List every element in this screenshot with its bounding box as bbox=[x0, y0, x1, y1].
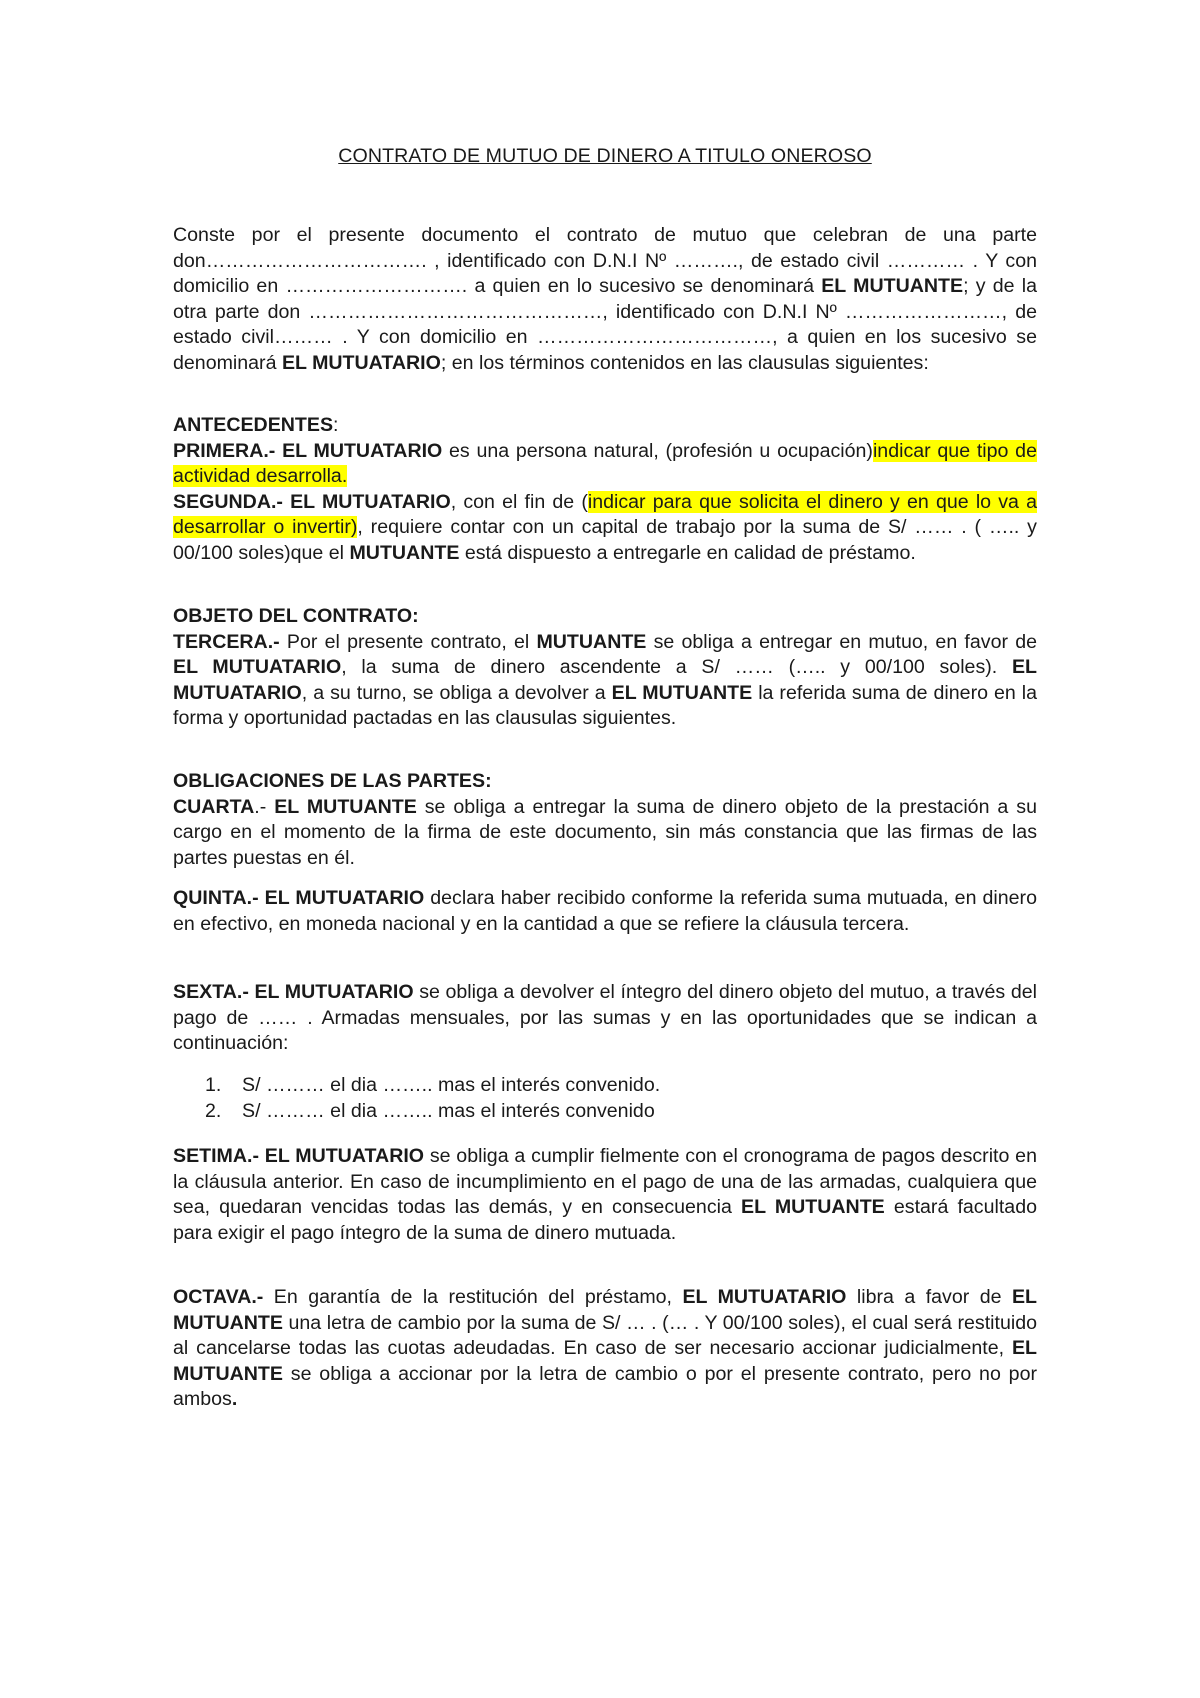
section-objeto bbox=[173, 604, 1037, 732]
payment-list bbox=[205, 1073, 1025, 1124]
clause-primera: PRIMERA.- EL MUTUATARIO es una persona natural, (profesión u ocupación)indicar que tipo de actividad desarrolla. bbox=[173, 439, 1037, 488]
section-heading: ANTECEDENTES bbox=[173, 414, 334, 436]
section-heading: OBLIGACIONES DE LAS PARTES: bbox=[173, 770, 492, 792]
clause-tercera: TERCERA.- Por el presente contrato, el MUTUANTE se obliga a entregar en mutuo, en favor de EL MUTUATARIO, la suma de dinero ascendente a S/ …… (….. y 00/100 soles). EL MUTUATARIO, a su turno, se obliga a devolver a EL MUTUANTE la referida suma de dinero en la forma y oportunidad pactadas en las clausulas siguientes. bbox=[173, 630, 1038, 730]
clause-sexta: SEXTA.- EL MUTUATARIO se obliga a devolver el íntegro del dinero objeto del mutuo, a través del pago de …… . Armadas mensuales, por las sumas y en las oportunidades que se indican a continuación: bbox=[173, 981, 1037, 1055]
list-item: 2. S/ ……… el dia …….. mas el interés convenido bbox=[205, 1099, 655, 1122]
section-obligaciones bbox=[173, 769, 1037, 871]
clause-octava: OCTAVA.- En garantía de la restitución del préstamo, EL MUTUATARIO libra a favor de EL MUTUANTE una letra de cambio por la suma de S/ … . (… . Y 00/100 soles), el cual será restituido al cancelarse todas las cuotas adeudadas. En caso de ser necesario accionar judicialmente, EL MUTUANTE se obliga a accionar por la letra de cambio o por el presente contrato, pero no por ambos. bbox=[173, 1286, 1038, 1411]
intro-paragraph: Conste por el presente documento el contrato de mutuo que celebran de una parte don……………………………. , identificado con D.N.I Nº ………., de estado civil ………… . Y con domicilio en ………………………. a quien en lo sucesivo se denominará EL MUTUANTE; y de la otra parte don ………………………………………, identificado con D.N.I Nº ……………………, de estado civil……… . Y con domicilio en ………………………………, a quien en los sucesivo se denominará EL MUTUATARIO; en los términos contenidos en las clausulas siguientes: bbox=[173, 224, 1037, 374]
highlighted-note: indicar que tipo de actividad desarrolla. bbox=[173, 439, 1037, 488]
clause-setima: SETIMA.- EL MUTUATARIO se obliga a cumplir fielmente con el cronograma de pagos descrito en la cláusula anterior. En caso de incumplimiento en el pago de una de las armadas, cualquiera que sea, quedaran vencidas todas las demás, y en consecuencia EL MUTUANTE estará facultado para exigir el pago íntegro de la suma de dinero mutuada. bbox=[173, 1145, 1037, 1244]
clause-quinta: QUINTA.- EL MUTUATARIO declara haber recibido conforme la referida suma mutuada, en dinero en efectivo, en moneda nacional y en la cantidad a que se refiere la cláusula tercera. bbox=[173, 887, 1037, 935]
list-item: 1. S/ ……… el dia …….. mas el interés convenido. bbox=[205, 1074, 661, 1096]
clause-cuarta: CUARTA.- EL MUTUANTE se obliga a entregar la suma de dinero objeto de la prestación a su cargo en el momento de la firma de este documento, sin más constancia que las firmas de las partes puestas en él. bbox=[173, 795, 1037, 869]
document-title: CONTRATO DE MUTUO DE DINERO A TITULO ONEROSO bbox=[338, 145, 872, 167]
section-antecedentes: ANTECEDENTES: PRIMERA.- EL MUTUATARIO es una persona natural, (profesión u ocupación)indicar que tipo de actividad desarrolla. SEGUNDA.- EL MUTUATARIO, con el fin de (indicar para que solicita el dinero y en que lo va a desarrollar o invertir), requiere contar con un capital de trabajo por la suma de S/ …… . ( ….. y 00/100 soles)que el MUTUANTE está dispuesto a entregarle en calidad de préstamo. bbox=[173, 413, 1037, 567]
section-heading: OBJETO DEL CONTRATO: bbox=[173, 605, 419, 627]
highlighted-note: indicar para que solicita el dinero y en que lo va a desarrollar o invertir) bbox=[173, 490, 1037, 539]
clause-segunda: SEGUNDA.- EL MUTUATARIO, con el fin de (indicar para que solicita el dinero y en que lo va a desarrollar o invertir), requiere contar con un capital de trabajo por la suma de S/ …… . ( ….. y 00/100 soles)que el MUTUANTE está dispuesto a entregarle en calidad de préstamo. bbox=[173, 490, 1037, 564]
